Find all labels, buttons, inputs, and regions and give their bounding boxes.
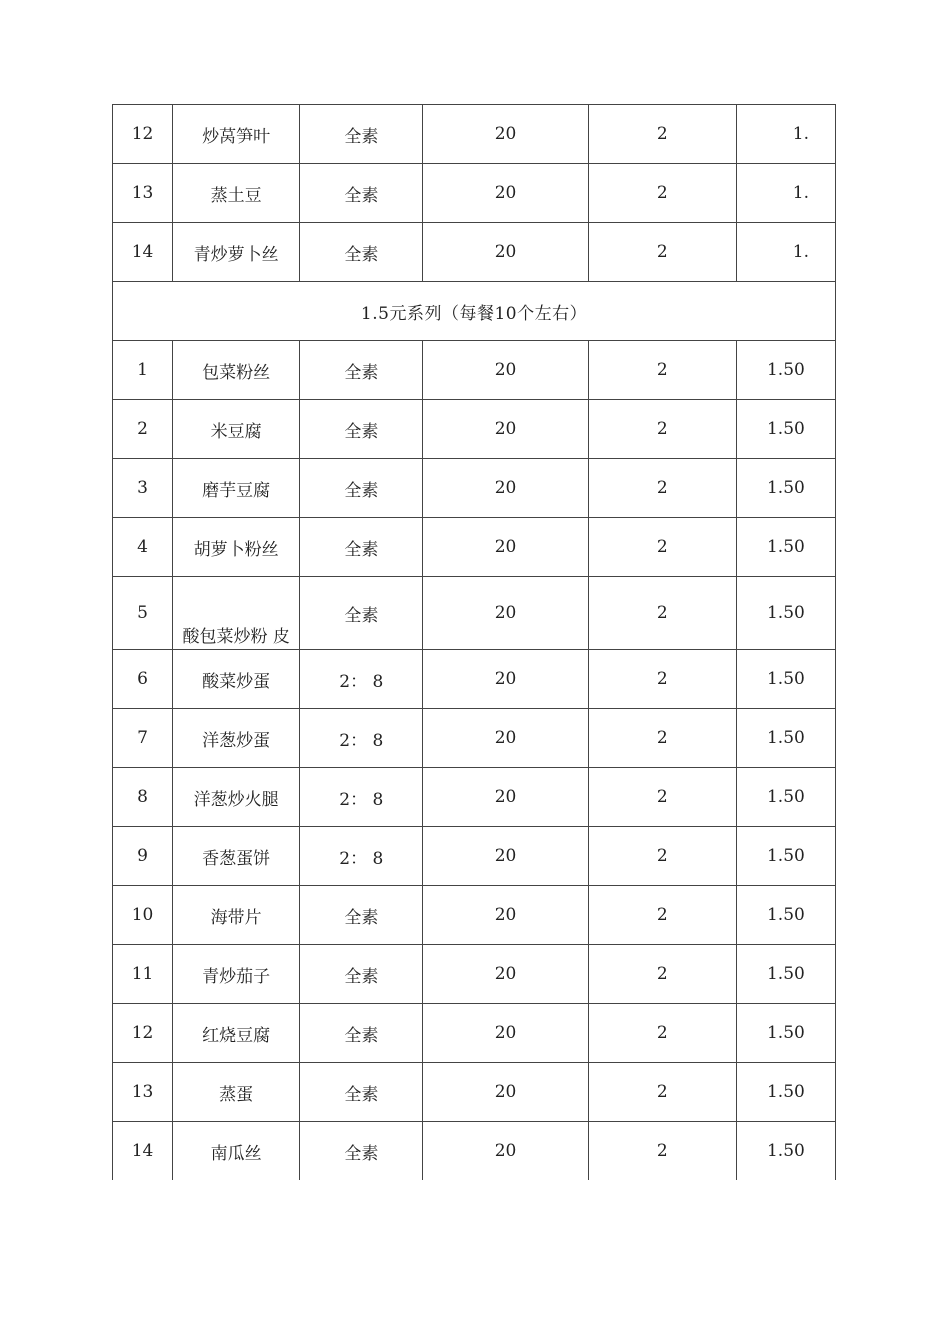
cell-dish-name: 胡萝卜粉丝	[173, 518, 300, 577]
table-row	[113, 827, 836, 886]
table-row	[113, 164, 836, 223]
cell-dish-name: 炒莴笋叶	[173, 105, 300, 164]
cell-quantity: 20	[423, 341, 588, 400]
cell-type: 全素	[300, 400, 423, 459]
cell-dish-name: 洋葱炒蛋	[173, 709, 300, 768]
cell-number: 14	[113, 1122, 173, 1181]
cell-type: 全素	[300, 1063, 423, 1122]
cell-quantity: 20	[423, 827, 588, 886]
cell-type: 全素	[300, 577, 423, 650]
cell-type: 2： 8	[300, 768, 423, 827]
cell-number: 4	[113, 518, 173, 577]
cell-price: 1.50	[736, 1004, 835, 1063]
cell-quantity: 20	[423, 709, 588, 768]
table-row	[113, 1004, 836, 1063]
cell-dish-name: 红烧豆腐	[173, 1004, 300, 1063]
cell-dish-name: 磨芋豆腐	[173, 459, 300, 518]
cell-count: 2	[588, 1122, 736, 1181]
cell-count: 2	[588, 886, 736, 945]
section-title: 1.5元系列（每餐10个左右）	[113, 282, 836, 341]
table-row	[113, 400, 836, 459]
cell-number: 3	[113, 459, 173, 518]
cell-number: 8	[113, 768, 173, 827]
cell-quantity: 20	[423, 945, 588, 1004]
cell-count: 2	[588, 105, 736, 164]
cell-count: 2	[588, 223, 736, 282]
cell-dish-name: 青炒茄子	[173, 945, 300, 1004]
table-row	[113, 768, 836, 827]
cell-dish-name: 南瓜丝	[173, 1122, 300, 1181]
cell-price: 1.50	[736, 945, 835, 1004]
cell-price: 1.50	[736, 886, 835, 945]
section-row	[113, 282, 836, 341]
table-row	[113, 577, 836, 650]
cell-type: 全素	[300, 459, 423, 518]
table-row	[113, 1122, 836, 1181]
table-row	[113, 1063, 836, 1122]
cell-price: 1.50	[736, 1122, 835, 1181]
cell-dish-name: 洋葱炒火腿	[173, 768, 300, 827]
cell-quantity: 20	[423, 223, 588, 282]
cell-count: 2	[588, 341, 736, 400]
cell-dish-name: 酸菜炒蛋	[173, 650, 300, 709]
table-row	[113, 709, 836, 768]
table-row	[113, 459, 836, 518]
cell-number: 9	[113, 827, 173, 886]
cell-quantity: 20	[423, 1122, 588, 1181]
cell-price: 1.50	[736, 768, 835, 827]
cell-number: 2	[113, 400, 173, 459]
cell-dish-name: 酸包菜炒粉 皮	[173, 577, 300, 650]
cell-count: 2	[588, 400, 736, 459]
cell-price: 1.	[736, 105, 835, 164]
cell-number: 14	[113, 223, 173, 282]
cell-number: 10	[113, 886, 173, 945]
menu-table	[112, 104, 836, 1180]
cell-type: 全素	[300, 518, 423, 577]
cell-dish-name: 青炒萝卜丝	[173, 223, 300, 282]
cell-price: 1.50	[736, 518, 835, 577]
cell-price: 1.50	[736, 650, 835, 709]
cell-count: 2	[588, 577, 736, 650]
cell-type: 全素	[300, 1004, 423, 1063]
cell-quantity: 20	[423, 400, 588, 459]
cell-price: 1.50	[736, 1063, 835, 1122]
cell-dish-name: 海带片	[173, 886, 300, 945]
cell-count: 2	[588, 709, 736, 768]
cell-type: 2： 8	[300, 650, 423, 709]
cell-number: 12	[113, 1004, 173, 1063]
cell-price: 1.50	[736, 827, 835, 886]
cell-type: 2： 8	[300, 709, 423, 768]
cell-type: 全素	[300, 945, 423, 1004]
cell-price: 1.	[736, 164, 835, 223]
table-row	[113, 650, 836, 709]
cell-type: 全素	[300, 886, 423, 945]
cell-type: 2： 8	[300, 827, 423, 886]
table-row	[113, 886, 836, 945]
cell-dish-name: 蒸土豆	[173, 164, 300, 223]
cell-price: 1.50	[736, 459, 835, 518]
cell-type: 全素	[300, 105, 423, 164]
cell-count: 2	[588, 518, 736, 577]
cell-count: 2	[588, 459, 736, 518]
cell-dish-name: 蒸蛋	[173, 1063, 300, 1122]
cell-price: 1.	[736, 223, 835, 282]
cell-quantity: 20	[423, 650, 588, 709]
table-row	[113, 945, 836, 1004]
cell-number: 1	[113, 341, 173, 400]
cell-quantity: 20	[423, 164, 588, 223]
cell-count: 2	[588, 650, 736, 709]
cell-type: 全素	[300, 164, 423, 223]
cell-count: 2	[588, 164, 736, 223]
cell-price: 1.50	[736, 400, 835, 459]
cell-quantity: 20	[423, 105, 588, 164]
table-row	[113, 105, 836, 164]
cell-quantity: 20	[423, 768, 588, 827]
cell-price: 1.50	[736, 709, 835, 768]
cell-quantity: 20	[423, 886, 588, 945]
cell-dish-name: 包菜粉丝	[173, 341, 300, 400]
cell-quantity: 20	[423, 518, 588, 577]
cell-type: 全素	[300, 223, 423, 282]
cell-price: 1.50	[736, 341, 835, 400]
cell-price: 1.50	[736, 577, 835, 650]
cell-number: 7	[113, 709, 173, 768]
cell-quantity: 20	[423, 1063, 588, 1122]
table-row	[113, 518, 836, 577]
cell-quantity: 20	[423, 577, 588, 650]
cell-type: 全素	[300, 341, 423, 400]
cell-number: 13	[113, 1063, 173, 1122]
cell-quantity: 20	[423, 459, 588, 518]
cell-count: 2	[588, 1004, 736, 1063]
cell-quantity: 20	[423, 1004, 588, 1063]
cell-dish-name: 米豆腐	[173, 400, 300, 459]
cell-count: 2	[588, 827, 736, 886]
cell-count: 2	[588, 1063, 736, 1122]
table-row	[113, 341, 836, 400]
cell-count: 2	[588, 945, 736, 1004]
cell-number: 11	[113, 945, 173, 1004]
cell-number: 13	[113, 164, 173, 223]
cell-count: 2	[588, 768, 736, 827]
cell-type: 全素	[300, 1122, 423, 1181]
cell-number: 5	[113, 577, 173, 650]
cell-number: 6	[113, 650, 173, 709]
cell-dish-name: 香葱蛋饼	[173, 827, 300, 886]
cell-number: 12	[113, 105, 173, 164]
table-row	[113, 223, 836, 282]
